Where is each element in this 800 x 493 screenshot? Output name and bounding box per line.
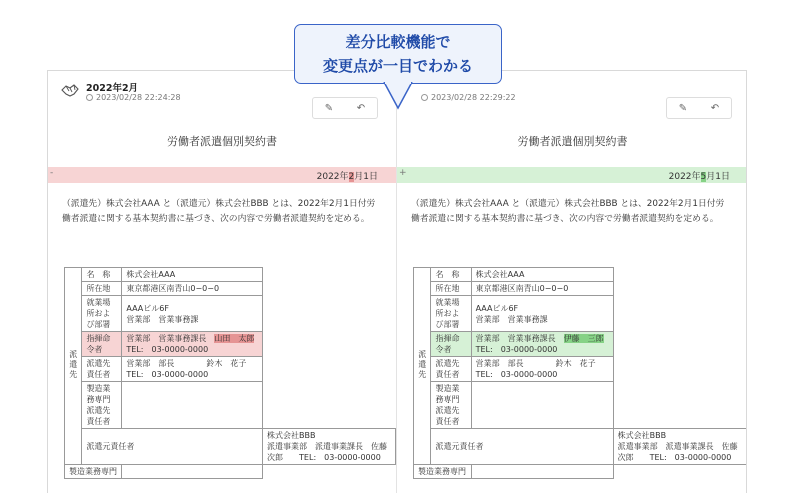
row-value: 営業部 部長 鈴木 花子 TEL: 03-0000-0000 xyxy=(122,357,263,382)
deleted-line xyxy=(48,167,396,183)
row-label: 名 称 xyxy=(431,268,471,282)
contract-table xyxy=(64,267,396,479)
changed-char: 2 xyxy=(348,172,355,182)
undo-arrow-icon[interactable]: ↶ xyxy=(710,102,720,114)
row-value: 営業部 営業事務課長 山田 太郎 TEL: 03-0000-0000 xyxy=(122,332,263,357)
row-label: 派遣元責任者 xyxy=(82,429,263,465)
row-label: 名 称 xyxy=(82,268,122,282)
right-version-timestamp: 2023/02/28 22:29:22 xyxy=(421,93,516,102)
row-value: 株式会社AAA xyxy=(471,268,613,282)
row-value xyxy=(122,382,263,429)
contract-paragraph: （派遣先）株式会社AAA と（派遣元）株式会社BBB とは、2022年2月1日付労働者派遣に関する基本契約書に基づき、次の内容で労働者派遣契約を定める。 xyxy=(411,199,725,224)
callout-line-2: 変更点が一目でわかる xyxy=(322,57,473,75)
row-label: 就業場所および部署 xyxy=(82,296,122,332)
row-label: 所在地 xyxy=(82,282,122,296)
contract-table xyxy=(413,267,747,479)
contract-date: 2022年5月1日 xyxy=(668,172,730,182)
row-label: 製造業務専門派遣先責任者 xyxy=(82,382,122,429)
addition-marker: + xyxy=(399,168,407,178)
clock-icon xyxy=(86,94,93,101)
callout-line-1: 差分比較機能で xyxy=(345,33,451,51)
document-title: 労働者派遣個別契約書 xyxy=(517,135,628,148)
row-label: 製造業務専門 xyxy=(65,465,122,479)
row-label: 派遣先責任者 xyxy=(82,357,122,382)
right-document-pane[interactable] xyxy=(397,107,747,493)
row-value: 株式会社BBB 派遣事業部 派遣事業課長 佐藤 次郎 TEL: 03-0000-0000 xyxy=(613,429,747,465)
row-value: AAAビル6F 営業部 営業事務課 xyxy=(122,296,263,332)
row-value: AAAビル6F 営業部 営業事務課 xyxy=(471,296,613,332)
contract-paragraph: （派遣先）株式会社AAA と（派遣元）株式会社BBB とは、2022年2月1日付労働者派遣に関する基本契約書に基づき、次の内容で労働者派遣契約を定める。 xyxy=(62,199,376,224)
contract-date: 2022年2月1日 xyxy=(316,172,378,182)
clock-icon xyxy=(421,94,428,101)
row-label: 派遣元責任者 xyxy=(431,429,613,465)
row-value: 東京都港区南青山0−0−0 xyxy=(471,282,613,296)
row-label: 製造業務専門 xyxy=(414,465,472,479)
left-version-title: 2022年2月 xyxy=(86,83,139,94)
left-version-timestamp: 2023/02/28 22:24:28 xyxy=(86,93,181,102)
row-label: 指揮命令者 xyxy=(82,332,122,357)
row-value: 営業部 営業事務課長 伊藤 三郎 TEL: 03-0000-0000 xyxy=(471,332,613,357)
feature-callout xyxy=(294,24,502,84)
document-title: 労働者派遣個別契約書 xyxy=(167,135,277,148)
row-label: 派遣先責任者 xyxy=(431,357,471,382)
row-value: 株式会社AAA xyxy=(122,268,263,282)
edit-note-icon[interactable]: ✎ xyxy=(678,102,688,114)
added-row xyxy=(414,332,748,357)
undo-arrow-icon[interactable]: ↶ xyxy=(356,102,366,114)
diff-compare-window xyxy=(47,70,747,493)
row-label: 就業場所および部署 xyxy=(431,296,471,332)
deletion-marker: - xyxy=(50,168,54,178)
deleted-row xyxy=(65,332,396,357)
handshake-icon xyxy=(60,81,80,99)
changed-char: 5 xyxy=(700,172,707,182)
row-value: 株式会社BBB 派遣事業部 派遣事業課長 佐藤 次郎 TEL: 03-0000-0000 xyxy=(263,429,396,465)
row-label: 製造業務専門派遣先責任者 xyxy=(431,382,471,429)
changed-name: 山田 太郎 xyxy=(214,334,255,343)
row-label: 所在地 xyxy=(431,282,471,296)
added-line xyxy=(397,167,747,183)
row-value: 営業部 部長 鈴木 花子 TEL: 03-0000-0000 xyxy=(471,357,613,382)
changed-name: 伊藤 三郎 xyxy=(563,334,604,343)
row-value: 東京都港区南青山0−0−0 xyxy=(122,282,263,296)
group-label: 派遣先 xyxy=(414,268,431,465)
left-document-pane[interactable] xyxy=(48,107,396,493)
row-label: 指揮命令者 xyxy=(431,332,471,357)
edit-note-icon[interactable]: ✎ xyxy=(324,102,334,114)
callout-pointer xyxy=(383,82,413,112)
group-label: 派遣先 xyxy=(65,268,82,465)
row-value xyxy=(471,382,613,429)
